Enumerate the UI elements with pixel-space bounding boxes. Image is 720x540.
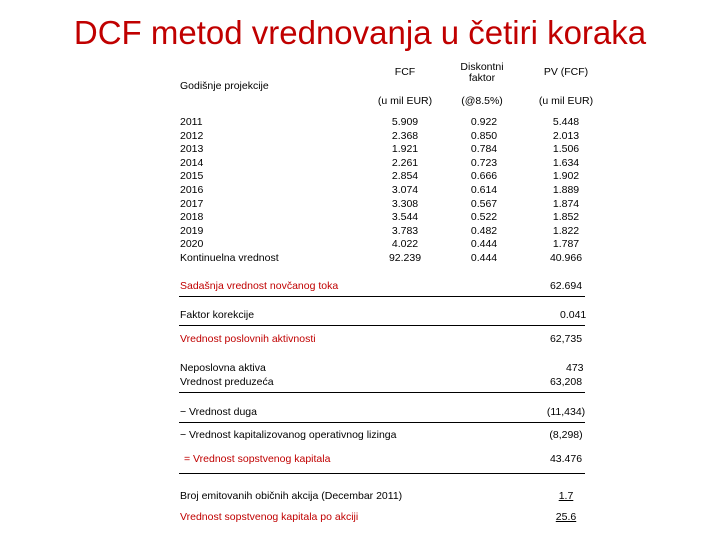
year-cell: 2012 — [180, 129, 204, 142]
shares-label: Broj emitovanih običnih akcija (Decembar 2011) — [180, 490, 403, 502]
pv-cell: 1.787 — [552, 238, 580, 251]
company-value-label: Vrednost preduzeća — [180, 376, 274, 388]
discount-cell: 0.922 — [470, 116, 498, 128]
page-title: DCF metod vrednovanja u četiri koraka — [73, 14, 647, 51]
col-header-discount: Diskontni faktor — [460, 61, 504, 84]
lease-label: − Vrednost kapitalizovanog operativnog lizinga — [180, 429, 397, 441]
pv-cell: 1.634 — [552, 156, 580, 169]
col-header-pv: PV (FCF) — [543, 66, 589, 78]
fcf-column — [378, 116, 432, 266]
fcf-cell: 3.783 — [391, 224, 419, 237]
unit-pv: (u mil EUR) — [538, 95, 594, 107]
discount-cell: 0.567 — [470, 197, 498, 210]
correction-value: 0.041 — [560, 309, 587, 321]
pv-cash-flow-label: Sadašnja vrednost novčanog toka — [180, 280, 339, 292]
fcf-cell: 4.022 — [391, 238, 419, 251]
unit-discount: (@8.5%) — [461, 95, 503, 107]
year-cell: 2017 — [180, 197, 204, 210]
fcf-cell: 3.544 — [391, 211, 419, 224]
discount-cell: 0.614 — [470, 183, 498, 196]
fcf-cell: 2.854 — [391, 170, 419, 183]
fcf-cell: 3.074 — [391, 183, 419, 196]
pv-cell: 5.448 — [552, 116, 580, 128]
correction-label: Faktor korekcije — [180, 309, 255, 321]
pv-cell: 1.889 — [552, 183, 580, 196]
year-cell: 2011 — [180, 116, 203, 128]
fcf-cell: 1.921 — [391, 143, 419, 156]
year-cell: 2015 — [180, 170, 204, 183]
year-cell: 2020 — [180, 238, 204, 251]
non-operating-label: Neposlovna aktiva — [180, 362, 266, 374]
pv-column — [538, 116, 594, 266]
pv-cash-flow-value: 62.694 — [549, 280, 583, 292]
fcf-cell: 92.239 — [388, 251, 422, 264]
operating-value-value: 62,735 — [549, 333, 583, 345]
pv-cell: 1.506 — [552, 143, 580, 156]
unit-fcf: (u mil EUR) — [377, 95, 433, 107]
fcf-cell: 2.261 — [391, 156, 419, 169]
divider — [179, 473, 585, 474]
pv-cell: 40.966 — [549, 251, 583, 264]
year-cell: 2019 — [180, 224, 204, 237]
per-share-label: Vrednost sopstvenog kapitala po akciji — [180, 511, 359, 523]
operating-value-label: Vrednost poslovnih aktivnosti — [180, 333, 316, 345]
row-header: Godišnje projekcije — [180, 80, 269, 92]
discount-cell: 0.666 — [470, 170, 498, 183]
divider — [179, 296, 585, 297]
discount-cell: 0.522 — [470, 211, 498, 224]
fcf-cell: 3.308 — [391, 197, 419, 210]
discount-cell: 0.444 — [470, 238, 498, 251]
year-cell: 2013 — [180, 143, 204, 156]
year-cell: 2018 — [180, 211, 204, 224]
pv-cell: 1.822 — [552, 224, 580, 237]
discount-cell: 0.723 — [470, 156, 498, 169]
debt-value: (11,434) — [546, 406, 586, 418]
discount-cell: 0.850 — [470, 129, 498, 142]
pv-cell: 2.013 — [552, 129, 580, 142]
equity-value: 43.476 — [549, 453, 583, 465]
year-cell: 2014 — [180, 156, 204, 169]
debt-label: − Vrednost duga — [180, 406, 257, 418]
fcf-cell: 5.909 — [391, 116, 419, 128]
per-share-value: 25.6 — [555, 511, 577, 523]
divider — [179, 325, 585, 326]
divider — [179, 392, 585, 393]
pv-cell: 1.852 — [552, 211, 580, 224]
discount-cell: 0.784 — [470, 143, 498, 156]
discount-column — [457, 116, 511, 266]
years-column — [180, 116, 279, 266]
company-value-value: 63,208 — [549, 376, 583, 388]
pv-cell: 1.874 — [552, 197, 580, 210]
shares-value: 1.7 — [558, 490, 574, 502]
equity-label: = Vrednost sopstvenog kapitala — [184, 453, 331, 465]
col-header-fcf: FCF — [394, 66, 416, 78]
lease-value: (8,298) — [549, 429, 583, 441]
non-operating-value: 473 — [566, 362, 584, 374]
fcf-cell: 2.368 — [391, 129, 419, 142]
divider — [179, 422, 585, 423]
discount-cell: 0.444 — [470, 251, 498, 264]
pv-cell: 1.902 — [552, 170, 580, 183]
year-cell: 2016 — [180, 183, 204, 196]
year-cell: Kontinuelna vrednost — [180, 251, 279, 264]
discount-cell: 0.482 — [470, 224, 498, 237]
